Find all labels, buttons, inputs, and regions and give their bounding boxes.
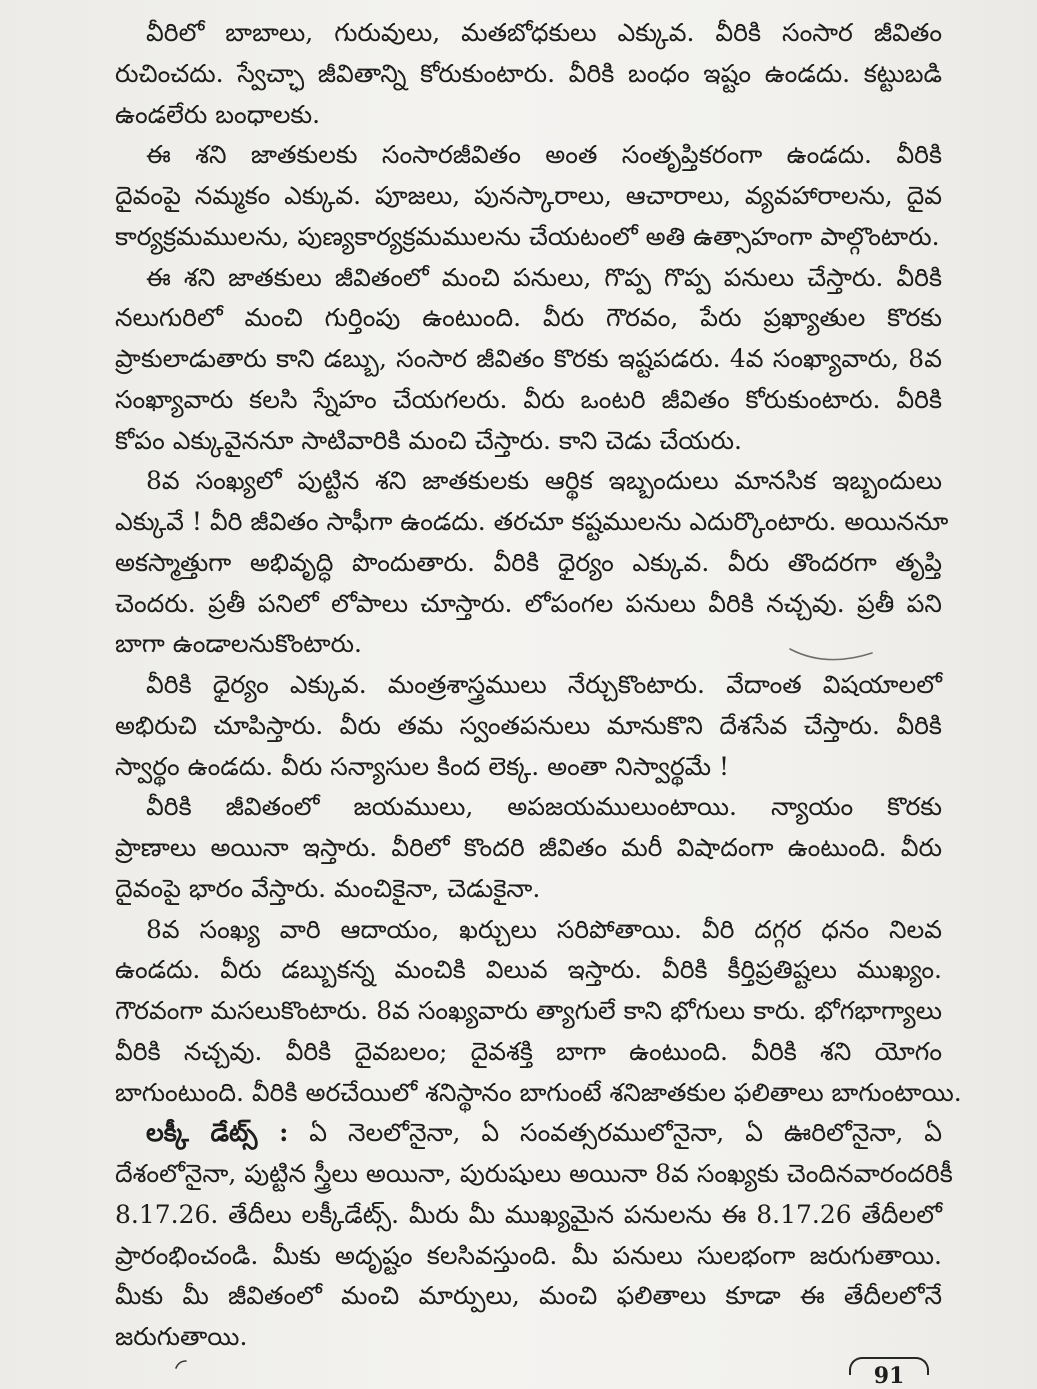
text-line: సంఖ్యావారు కలసి స్నేహం చేయగలరు. వీరు ఒంటరి జీవితం కోరుకుంటారు. వీరికి	[115, 384, 942, 414]
paragraph	[115, 461, 949, 665]
text-line: 8వ సంఖ్య వారి ఆదాయం, ఖర్చులు సరిపోతాయి. వీరి దగ్గర ధనం నిలవ	[146, 914, 942, 944]
page-number-badge	[849, 1357, 929, 1389]
paragraph	[115, 910, 962, 1114]
text-line: ప్రారంభించండి. మీకు అదృష్టం కలసివస్తుంది. మీ పనులు సులభంగా జరుగుతాయి.	[115, 1240, 942, 1270]
text-line: 8.17.26. తేదీలు లక్కీడేట్స్. మీరు మీ ముఖ్యమైన పనులను ఈ 8.17.26 తేదీలలో	[115, 1199, 942, 1229]
text-line	[115, 1113, 942, 1154]
text-line: బాగా ఉండాలనుకొంటారు.	[115, 629, 362, 659]
page-body-text	[115, 13, 962, 1358]
text-line: వీరికి నచ్చవు. వీరికి దైవబలం; దైవశక్తి బాగా ఉంటుంది. వీరికి శని యోగం	[115, 1036, 942, 1066]
paragraph	[115, 135, 942, 257]
text-line: మీకు మీ జీవితంలో మంచి మార్పులు, మంచి ఫలితాలు కూడా ఈ తేదీలలోనే	[115, 1281, 942, 1311]
text-line-rest: ఏ నెలలోనైనా, ఏ సంవత్సరములోనైనా, ఏ ఊరిలోనైనా, ఏ	[309, 1118, 942, 1148]
text-line: దైవంపై నమ్మకం ఎక్కువ. పూజలు, పునస్కారాలు, ఆచారాలు, వ్యవహారాలను, దైవ	[115, 181, 942, 210]
text-line: కోపం ఎక్కువైననూ సాటివారికి మంచి చేస్తారు. కాని చెడు చేయరు.	[115, 425, 742, 455]
text-line: ఎక్కువే ! వీరి జీవితం సాఫీగా ఉండదు. తరచూ కష్టములను ఎదుర్కొంటారు. అయిననూ	[115, 507, 949, 536]
text-line: ఉండదు. వీరు డబ్బుకన్న మంచికి విలువ ఇస్తారు. వీరికి కీర్తిప్రతిష్టలు ముఖ్యం.	[115, 955, 942, 985]
pen-mark-small	[174, 1358, 188, 1370]
text-line: అభిరుచి చూపిస్తారు. వీరు తమ స్వంతపనులు మానుకొని దేశసేవ చేస్తారు. వీరికి	[115, 710, 942, 740]
text-line: కార్యక్రమములను, పుణ్యకార్యక్రమములను చేయటంలో అతి ఉత్సాహంగా పాల్గొంటారు.	[115, 221, 940, 251]
text-line: వీరిలో బాబాలు, గురువులు, మతబోధకులు ఎక్కువ. వీరికి సంసార జీవితం	[146, 18, 942, 47]
text-line: బాగుంటుంది. వీరికి అరచేయిలో శనిస్థానం బాగుంటే శనిజాతకుల ఫలితాలు బాగుంటాయి.	[115, 1077, 962, 1107]
text-line: అకస్మాత్తుగా అభివృద్ధి పొందుతారు. వీరికి ధైర్యం ఎక్కువ. వీరు తొందరగా తృప్తి	[115, 547, 942, 577]
text-line: రుచించదు. స్వేచ్ఛా జీవితాన్ని కోరుకుంటారు. వీరికి బంధం ఇష్టం ఉండదు. కట్టుబడి	[115, 58, 942, 88]
paragraph-lucky-dates	[115, 1113, 953, 1358]
text-line: దేశంలోనైనా, పుట్టిన స్త్రీలు అయినా, పురుషులు అయినా 8వ సంఖ్యకు చెందినవారందరికీ	[115, 1159, 953, 1188]
text-line: ఈ శని జాతకులకు సంసారజీవితం అంత సంతృప్తికరంగా ఉండదు. వీరికి	[146, 140, 942, 170]
text-line: వీరికి ధైర్యం ఎక్కువ. మంత్రశాస్త్రములు నేర్చుకొంటారు. వేదాంత విషయాలలో	[146, 670, 942, 699]
text-line: స్వార్థం ఉండదు. వీరు సన్యాసుల కింద లెక్క. అంతా నిస్వార్థమే !	[115, 751, 730, 781]
paragraph	[115, 787, 942, 909]
text-line: దైవంపై భారం వేస్తారు. మంచికైనా, చెడుకైనా.	[115, 873, 541, 903]
paragraph	[115, 258, 942, 462]
pen-mark	[788, 646, 874, 668]
text-line: ప్రాకులాడుతారు కాని డబ్బు, సంసార జీవితం కొరకు ఇష్టపడరు. 4వ సంఖ్యావారు, 8వ	[115, 344, 942, 373]
text-line: ఉండలేరు బంధాలకు.	[115, 99, 321, 129]
page-number: 91	[873, 1363, 905, 1389]
text-line: 8వ సంఖ్యలో పుట్టిన శని జాతకులకు ఆర్థిక ఇబ్బందులు మానసిక ఇబ్బందులు	[146, 466, 942, 496]
text-line: ప్రాణాలు అయినా ఇస్తారు. వీరిలో కొందరి జీవితం మరీ విషాదంగా ఉంటుంది. వీరు	[115, 833, 942, 862]
text-line: నలుగురిలో మంచి గుర్తింపు ఉంటుంది. వీరు గౌరవం, పేరు ప్రఖ్యాతుల కొరకు	[115, 303, 942, 333]
text-line: వీరికి జీవితంలో జయములు, అపజయములుంటాయి. న్యాయం కొరకు	[146, 792, 942, 822]
paragraph	[115, 13, 942, 135]
text-line: జరుగుతాయి.	[115, 1322, 248, 1351]
lucky-dates-heading: లక్కీ డేట్స్ :	[146, 1118, 289, 1148]
text-line: ఈ శని జాతకులు జీవితంలో మంచి పనులు, గొప్ప గొప్ప పనులు చేస్తారు. వీరికి	[146, 262, 942, 292]
paragraph	[115, 665, 942, 787]
text-line: గౌరవంగా మసలుకొంటారు. 8వ సంఖ్యవారు త్యాగులే కాని భోగులు కారు. భోగభాగ్యాలు	[115, 996, 942, 1025]
text-line: చెందరు. ప్రతీ పనిలో లోపాలు చూస్తారు. లోపంగల పనులు వీరికి నచ్చవు. ప్రతీ పని	[115, 588, 942, 618]
